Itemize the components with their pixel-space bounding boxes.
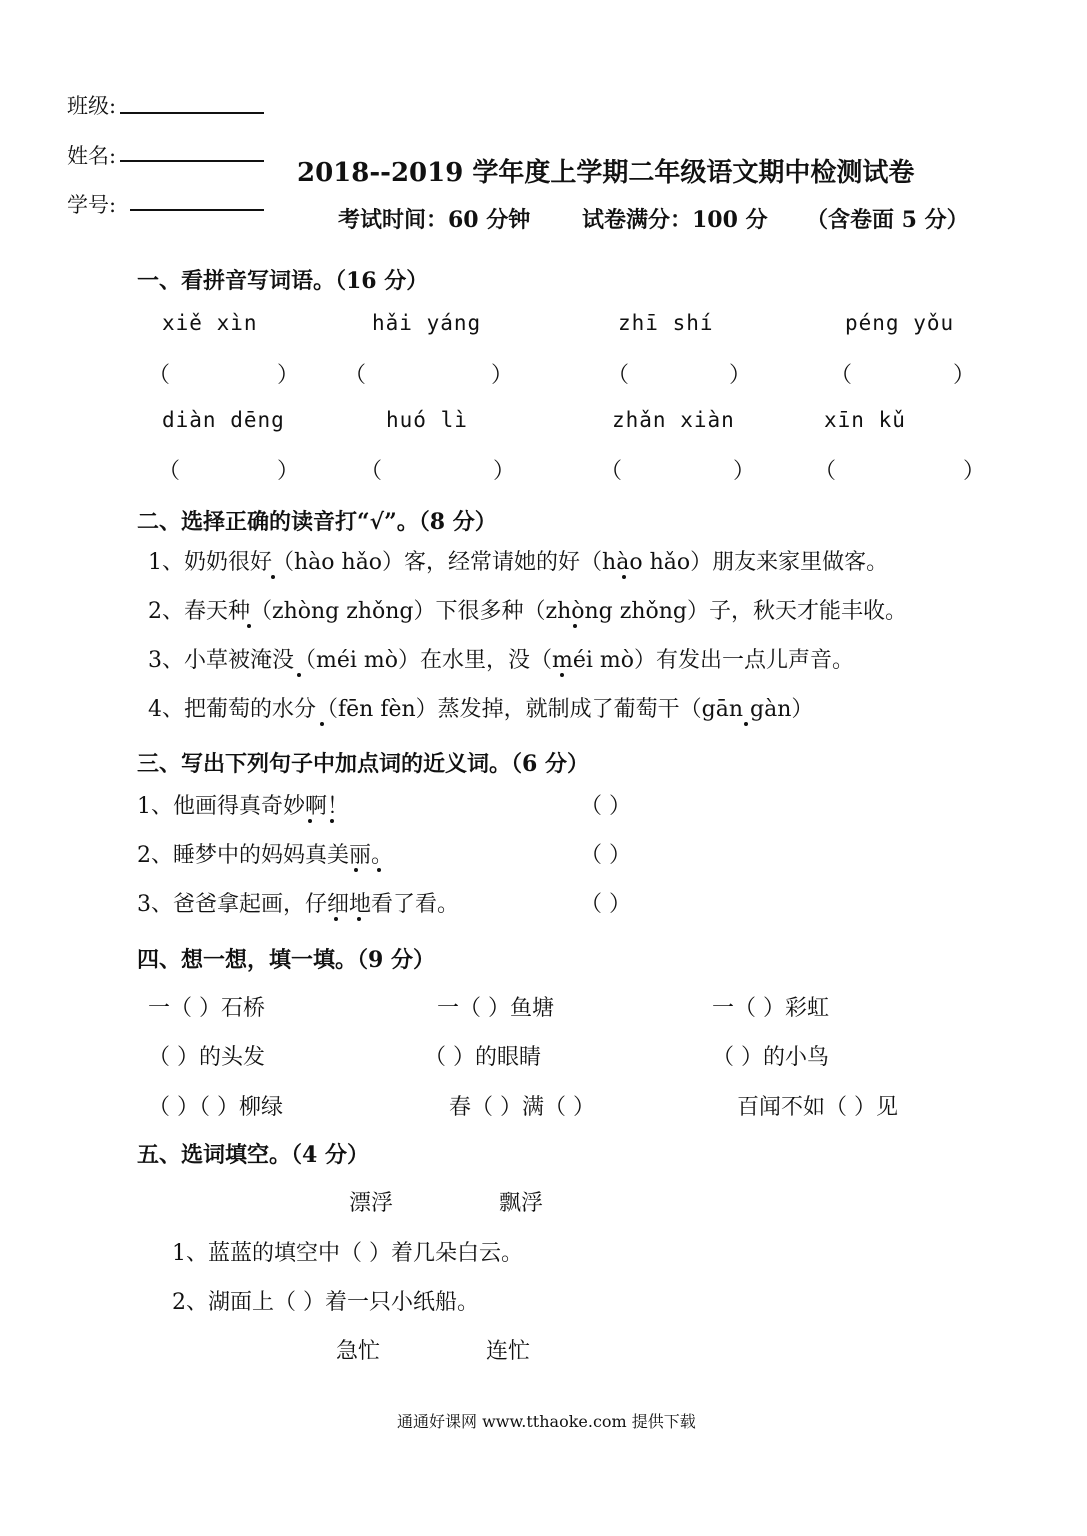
answer-open: （ xyxy=(344,363,367,388)
emphasis-dot xyxy=(744,722,748,726)
section2-title: 二、选择正确的读音打“√”。（8 分） xyxy=(137,509,497,535)
pinyin-6: huó lì xyxy=(386,408,468,432)
emphasis-dot xyxy=(357,917,361,921)
pinyin-8: xīn kǔ xyxy=(824,408,906,432)
full-score: 试卷满分：100 分 xyxy=(582,207,768,233)
emphasis-dot xyxy=(560,673,564,677)
answer-close: ） xyxy=(493,459,516,484)
question-item: 3、爸爸拿起画，仔细地看了看。 xyxy=(137,892,459,917)
emphasis-dot xyxy=(320,722,324,726)
emphasis-dot xyxy=(377,868,381,872)
pinyin-2: hǎi yáng xyxy=(372,311,482,335)
exam-time: 考试时间：60 分钟 xyxy=(338,207,531,233)
emphasis-dot xyxy=(334,917,338,921)
fill-item: 一（ ）彩虹 xyxy=(712,996,829,1021)
emphasis-dot xyxy=(573,624,577,628)
answer-open: （ xyxy=(148,363,171,388)
name-label: 姓名: xyxy=(67,144,117,168)
section1-title: 一、看拼音写词语。（16 分） xyxy=(137,268,429,294)
emphasis-dot xyxy=(297,673,301,677)
answer-blank[interactable]: （ ） xyxy=(580,794,631,819)
emphasis-dot xyxy=(622,575,626,579)
fill-item: 一（ ）石桥 xyxy=(148,996,265,1021)
word-option: 急忙 xyxy=(336,1339,381,1364)
answer-blank[interactable]: （ ） xyxy=(580,843,631,868)
question-item: 1、他画得真奇妙啊！ xyxy=(137,794,349,819)
fill-item: 一（ ）鱼塘 xyxy=(437,996,554,1021)
name-blank[interactable] xyxy=(120,160,264,162)
answer-open: （ xyxy=(600,459,623,484)
section5-title: 五、选词填空。（4 分） xyxy=(137,1142,369,1168)
emphasis-dot xyxy=(247,624,251,628)
pinyin-1: xiě xìn xyxy=(162,311,258,335)
pinyin-5: diàn dēng xyxy=(162,408,285,432)
question-item: 2、春天种（zhòng zhǒng）下很多种（zhòng zhǒng）子，秋天才能丰收。 xyxy=(148,599,908,624)
answer-open: （ xyxy=(830,363,853,388)
footer-text: 通通好课网 www.tthaoke.com 提供下载 xyxy=(397,1412,696,1431)
question-item: 1、奶奶很好（hào hǎo）客，经常请她的好（hào hǎo）朋友来家里做客。 xyxy=(148,550,889,575)
neatness-score: （含卷面 5 分） xyxy=(806,207,969,233)
fill-item: （ ）的小鸟 xyxy=(712,1045,829,1070)
answer-close: ） xyxy=(729,363,752,388)
fill-item: （ ）的眼睛 xyxy=(424,1045,541,1070)
page-title: 2018--2019 学年度上学期二年级语文期中检测试卷 xyxy=(297,158,915,188)
emphasis-dot xyxy=(271,575,275,579)
emphasis-dot xyxy=(330,819,334,823)
question-item: 2、睡梦中的妈妈真美丽。 xyxy=(137,843,393,868)
word-option: 漂浮 xyxy=(349,1191,394,1216)
id-label: 学号: xyxy=(67,193,117,217)
answer-close: ） xyxy=(733,459,756,484)
answer-close: ） xyxy=(491,363,514,388)
question-item: 3、小草被淹没（méi mò）在水里，没（méi mò）有发出一点儿声音。 xyxy=(148,648,855,673)
emphasis-dot xyxy=(354,868,358,872)
fill-item: （ ）的头发 xyxy=(148,1045,265,1070)
fill-item: 百闻不如（ ）见 xyxy=(737,1095,898,1120)
answer-open: （ xyxy=(814,459,837,484)
question-item: 2、湖面上（ ）着一只小纸船。 xyxy=(172,1290,479,1315)
answer-open: （ xyxy=(607,363,630,388)
answer-close: ） xyxy=(277,459,300,484)
word-option: 飘浮 xyxy=(499,1191,544,1216)
answer-open: （ xyxy=(360,459,383,484)
pinyin-3: zhī shí xyxy=(618,311,714,335)
pinyin-4: péng yǒu xyxy=(845,311,955,335)
answer-blank[interactable]: （ ） xyxy=(580,892,631,917)
question-item: 4、把葡萄的水分（fēn fèn）蒸发掉，就制成了葡萄干（gān gàn） xyxy=(148,697,814,722)
section3-title: 三、写出下列句子中加点词的近义词。（6 分） xyxy=(137,751,589,777)
emphasis-dot xyxy=(308,819,312,823)
pinyin-7: zhǎn xiàn xyxy=(612,408,735,432)
question-item: 1、蓝蓝的填空中（ ）着几朵白云。 xyxy=(172,1241,523,1266)
id-blank[interactable] xyxy=(130,209,264,211)
answer-open: （ xyxy=(158,459,181,484)
answer-close: ） xyxy=(277,363,300,388)
fill-item: 春（ ）满（ ） xyxy=(449,1095,595,1120)
section4-title: 四、想一想，填一填。（9 分） xyxy=(137,947,435,973)
fill-item: （ ）（ ）柳绿 xyxy=(148,1095,283,1120)
class-label: 班级: xyxy=(67,94,117,118)
answer-close: ） xyxy=(963,459,986,484)
word-option: 连忙 xyxy=(486,1339,531,1364)
answer-close: ） xyxy=(953,363,976,388)
class-blank[interactable] xyxy=(120,112,264,114)
